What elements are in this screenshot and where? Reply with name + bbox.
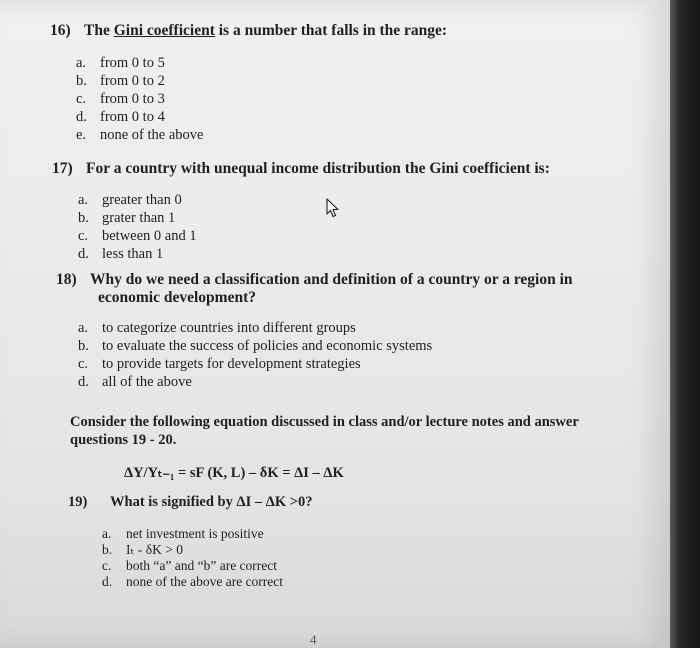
option-17d <box>78 245 197 263</box>
question-18-stem <box>56 271 573 307</box>
option-letter: d. <box>102 574 113 589</box>
question-16-options <box>76 54 203 144</box>
question-text-part: The <box>84 22 114 39</box>
option-18c <box>78 355 432 373</box>
background-edge <box>670 0 700 648</box>
option-letter: b. <box>102 542 113 557</box>
option-letter: e. <box>76 127 87 143</box>
option-letter: a. <box>78 320 89 336</box>
option-19b <box>102 542 283 558</box>
option-text: none of the above are correct <box>126 574 284 589</box>
option-letter: a. <box>102 526 112 541</box>
option-19d <box>102 574 283 590</box>
option-text: from 0 to 3 <box>100 91 165 107</box>
option-19a <box>102 526 283 542</box>
option-text: between 0 and 1 <box>102 228 197 244</box>
option-text: all of the above <box>102 374 192 390</box>
option-letter: c. <box>102 558 112 573</box>
option-letter: d. <box>78 246 89 262</box>
option-text: Iₜ - δK > 0 <box>126 542 183 557</box>
option-letter: b. <box>78 338 89 354</box>
question-number: 17) <box>52 160 73 177</box>
option-text: greater than 0 <box>102 192 182 208</box>
option-16c <box>76 90 203 108</box>
question-17-stem <box>52 160 550 178</box>
question-number: 16) <box>50 22 71 39</box>
option-17c <box>78 227 197 245</box>
option-16e <box>76 126 203 144</box>
option-text: to evaluate the success of policies and economic systems <box>102 338 433 354</box>
instructions-line-2: questions 19 - 20. <box>70 432 177 448</box>
question-18-options <box>78 319 432 391</box>
instructions-line-1: Consider the following equation discussed in class and/or lecture notes and answer <box>70 414 579 430</box>
question-text-line-2: economic development? <box>98 289 256 306</box>
option-letter: c. <box>78 356 89 372</box>
option-letter: c. <box>76 91 87 107</box>
option-18b <box>78 337 432 355</box>
option-letter: c. <box>78 228 89 244</box>
page-number: 4 <box>310 632 317 647</box>
question-19-options <box>102 526 283 590</box>
question-text <box>84 22 447 39</box>
option-16b <box>76 72 203 90</box>
option-letter: d. <box>76 109 87 125</box>
question-text: What is signified by ΔI – ΔK >0? <box>110 494 313 510</box>
option-letter: d. <box>78 374 89 390</box>
option-16d <box>76 108 203 126</box>
mouse-pointer-icon <box>326 198 340 218</box>
option-text: to categorize countries into different groups <box>102 320 356 336</box>
option-letter: b. <box>76 73 87 89</box>
question-number: 19) <box>68 494 88 510</box>
equation: ΔY/Yₜ₋₁ = sF (K, L) – δK = ΔI – ΔK <box>124 465 344 481</box>
instructions-19-20 <box>70 413 579 449</box>
underlined-term: Gini coefficient <box>113 22 215 39</box>
option-17b <box>78 209 197 227</box>
question-text: For a country with unequal income distribution the Gini coefficient is: <box>86 160 550 177</box>
option-text: none of the above <box>100 127 204 143</box>
option-18d <box>78 373 432 391</box>
question-19-stem <box>68 494 313 511</box>
option-letter: a. <box>78 192 89 208</box>
question-17-options <box>78 191 197 263</box>
question-text-part: is a number that falls in the range: <box>214 22 448 39</box>
option-text: net investment is positive <box>126 526 264 541</box>
option-19c <box>102 558 283 574</box>
option-17a <box>78 191 197 209</box>
option-18a <box>78 319 432 337</box>
option-text: both “a” and “b” are correct <box>126 558 278 573</box>
option-text: less than 1 <box>102 246 164 262</box>
option-16a <box>76 54 203 72</box>
question-number: 18) <box>56 271 77 288</box>
option-text: from 0 to 5 <box>100 55 165 71</box>
question-16-stem <box>50 22 447 40</box>
option-letter: b. <box>78 210 89 226</box>
question-text-line-1: Why do we need a classification and definition of a country or a region in <box>90 271 573 288</box>
option-letter: a. <box>76 55 87 71</box>
option-text: from 0 to 4 <box>100 109 165 125</box>
option-text: from 0 to 2 <box>100 73 165 89</box>
option-text: grater than 1 <box>102 210 176 226</box>
option-text: to provide targets for development strategies <box>102 356 361 372</box>
